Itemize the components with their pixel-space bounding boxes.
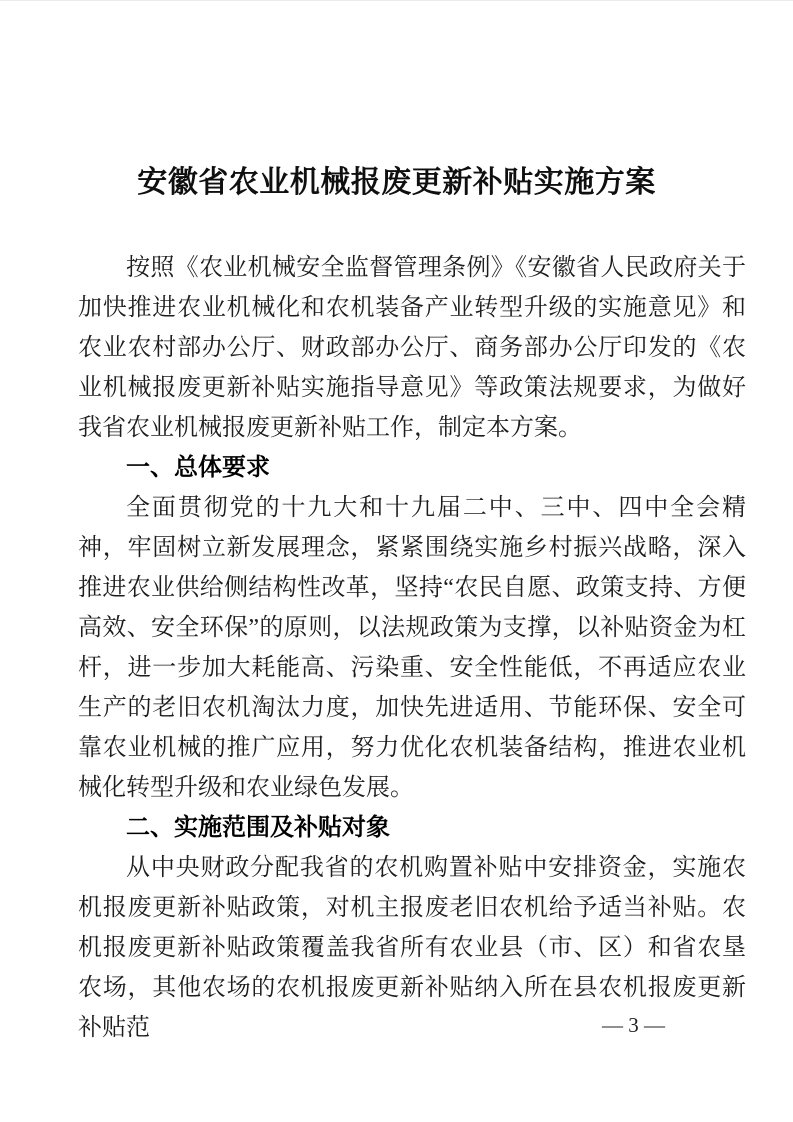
body-paragraph: 按照《农业机械安全监督管理条例》《安徽省人民政府关于加快推进农业机械化和农机装备产业转型升级的实施意见》和农业农村部办公厅、财政部办公厅、商务部办公厅印发的《农业机械报废更新补贴实施指导意见》等政策法规要求，为做好我省农业机械报废更新补贴工作，制定本方案。 bbox=[78, 255, 746, 441]
page-number: — 3 — bbox=[602, 1013, 665, 1037]
body-paragraph: 全面贯彻党的十九大和十九届二中、三中、四中全会精神，牢固树立新发展理念，紧紧围绕实施乡村振兴战略，深入推进农业供给侧结构性改革，坚持“农民自愿、政策支持、方便高效、安全环保”的原则，以法规政策为支撑，以补贴资金为杠杆，进一步加大耗能高、污染重、安全性能低，不再适应农业生产的老旧农机淘汰力度，加快先进适用、节能环保、安全可靠农业机械的推广应用，努力优化农机装备结构，推进农业机械化转型升级和农业绿色发展。 bbox=[78, 495, 746, 801]
section-heading: 一、总体要求 bbox=[126, 454, 270, 481]
body-paragraph: 从中央财政分配我省的农机购置补贴中安排资金，实施农机报废更新补贴政策，对机主报废老旧农机给予适当补贴。农机报废更新补贴政策覆盖我省所有农业县（市、区）和省农垦农场，其他农场的农机报废更新补贴纳入所在县农机报废更新补贴范 bbox=[78, 855, 746, 1041]
section-heading: 二、实施范围及补贴对象 bbox=[126, 814, 390, 841]
document-body bbox=[78, 248, 746, 1048]
document-title: 安徽省农业机械报废更新补贴实施方案 bbox=[137, 166, 656, 199]
